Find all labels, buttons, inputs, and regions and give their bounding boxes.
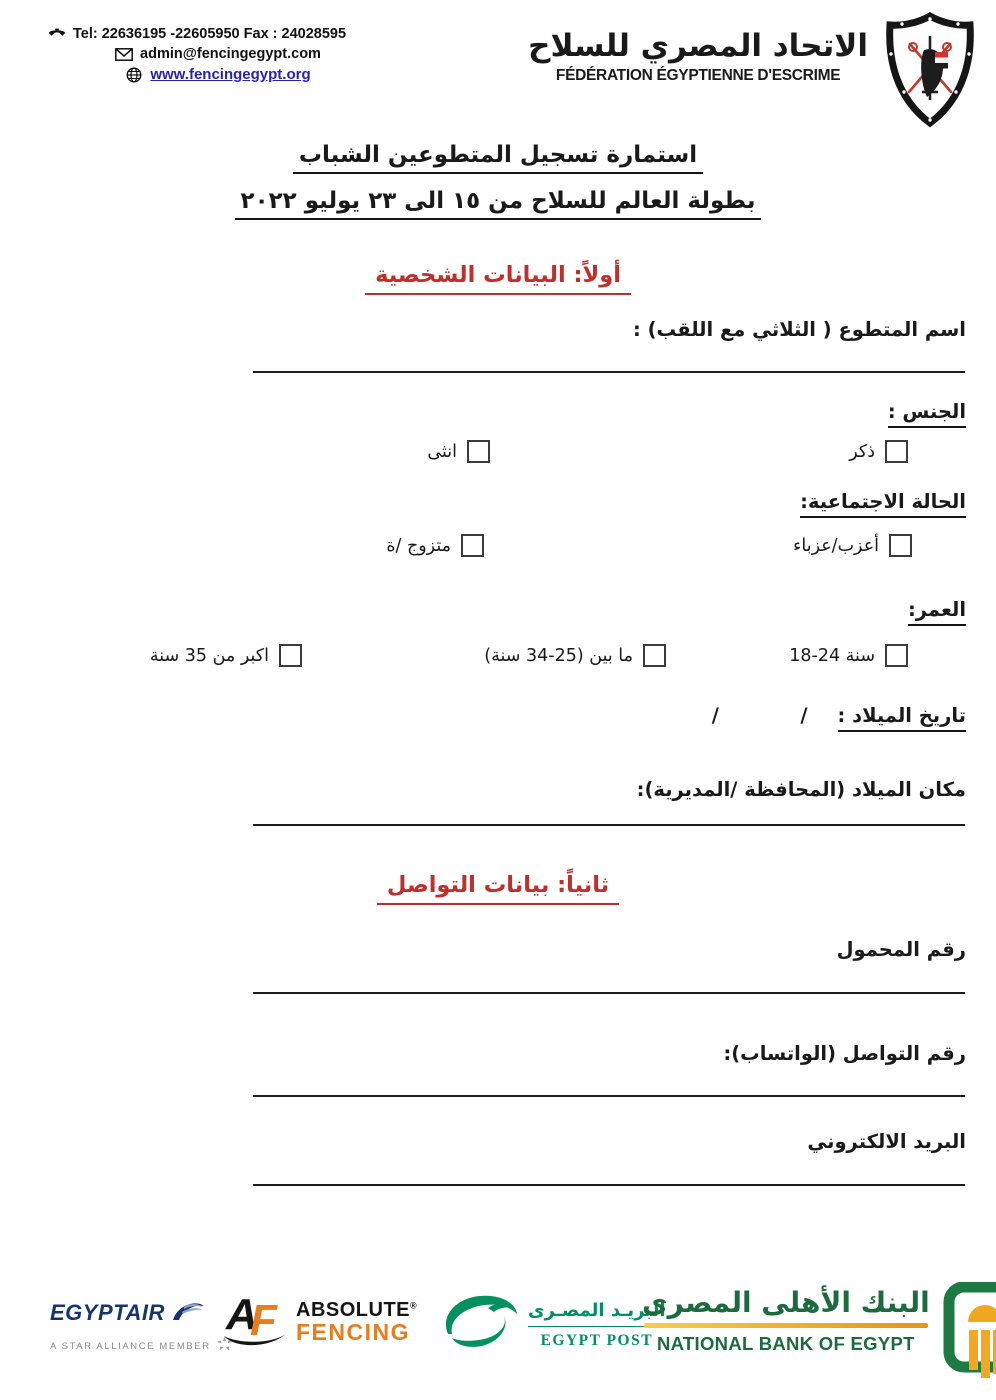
egyptair-bird-icon	[170, 1298, 206, 1328]
marital-married-label: متزوج /ة	[386, 535, 451, 556]
email-address: admin@fencingegypt.com	[140, 46, 321, 62]
egyptair-wordmark: EGYPTAIR	[50, 1300, 165, 1325]
marital-option-single	[793, 534, 912, 557]
birth-date-row	[712, 704, 966, 732]
email-write-line[interactable]	[253, 1184, 965, 1186]
volunteer-name-label: اسم المتطوع ( الثلاثي مع اللقب) :	[633, 318, 966, 341]
egyptair-logo	[50, 1298, 232, 1355]
whatsapp-number-write-line[interactable]	[253, 1095, 965, 1097]
nbe-wordmark: البنك الأهلى المصرى NATIONAL BANK OF EGYPT	[642, 1286, 930, 1354]
egypt-post-logo	[438, 1286, 666, 1364]
federation-name-french: FÉDÉRATION ÉGYPTIENNE D'ESCRIME	[555, 67, 841, 84]
section-personal-heading: أولاً: البيانات الشخصية	[0, 262, 996, 295]
whatsapp-number-label: رقم التواصل (الواتساب):	[723, 1042, 966, 1065]
absolute-fencing-wordmark: ABSOLUTE® FENCING	[296, 1298, 418, 1345]
marital-option-married	[386, 534, 484, 557]
mobile-number-write-line[interactable]	[253, 992, 965, 994]
age-18-24-label: سنة 24-18	[789, 645, 875, 666]
federation-names	[528, 12, 868, 85]
volunteer-name-write-line[interactable]	[253, 371, 965, 373]
age-18-24-checkbox[interactable]	[885, 644, 908, 667]
federation-shield-icon	[880, 12, 980, 128]
age-label: العمر:	[908, 598, 966, 621]
age-option-over-35	[150, 644, 302, 667]
gender-female-label: انثى	[427, 441, 457, 462]
website-row	[48, 66, 388, 83]
absolute-fencing-logo	[226, 1292, 417, 1352]
birth-date-label: تاريخ الميلاد :	[838, 704, 966, 732]
form-title-line2: بطولة العالم للسلاح من ١٥ الى ٢٣ يوليو ٢٠٢٢	[0, 188, 996, 220]
form-title-line1: استمارة تسجيل المتطوعين الشباب	[0, 142, 996, 174]
marital-single-checkbox[interactable]	[889, 534, 912, 557]
gender-male-checkbox[interactable]	[885, 440, 908, 463]
marital-status-label: الحالة الاجتماعية:	[800, 490, 966, 513]
gender-label: الجنس :	[888, 400, 966, 423]
birth-place-label: مكان الميلاد (المحافظة /المديرية):	[636, 778, 966, 801]
gender-female-checkbox[interactable]	[467, 440, 490, 463]
gender-option-male	[849, 440, 908, 463]
globe-icon	[125, 67, 143, 83]
email-label: البريد الالكتروني	[807, 1130, 966, 1153]
egypt-post-wordmark: البريـد المصـرى EGYPT POST	[528, 1300, 666, 1349]
birth-date-slashes[interactable]: / /	[711, 704, 808, 727]
age-over-35-label: اكبر من 35 سنة	[149, 645, 269, 666]
egypt-post-bird-icon	[438, 1286, 522, 1364]
age-option-18-24	[789, 644, 908, 667]
envelope-icon	[115, 46, 133, 62]
gender-option-female	[427, 440, 490, 463]
age-25-34-checkbox[interactable]	[643, 644, 666, 667]
age-over-35-checkbox[interactable]	[279, 644, 302, 667]
website-link[interactable]: www.fencingegypt.org	[150, 66, 311, 83]
marital-married-checkbox[interactable]	[461, 534, 484, 557]
nbe-emblem-icon	[942, 1282, 996, 1386]
marital-single-label: أعزب/عزباء	[793, 535, 879, 556]
mobile-number-label: رقم المحمول	[836, 938, 966, 961]
federation-logo-block	[528, 12, 980, 128]
age-25-34-label: ما بين (25-34 سنة)	[484, 645, 633, 666]
federation-name-arabic: الاتحاد المصري للسلاح	[528, 28, 868, 64]
star-alliance-text: A STAR ALLIANCE MEMBER	[50, 1340, 211, 1352]
phone-icon	[48, 26, 66, 42]
email-row	[48, 46, 388, 62]
gender-male-label: ذكر	[849, 441, 875, 462]
nbe-logo	[642, 1282, 996, 1386]
phone-numbers: Tel: 22636195 -22605950 Fax : 24028595	[73, 26, 347, 42]
contact-block	[48, 26, 388, 87]
section-contact-heading: ثانياً: بيانات التواصل	[0, 872, 996, 905]
nbe-gold-bar	[644, 1323, 928, 1328]
phone-row	[48, 26, 388, 42]
birth-place-write-line[interactable]	[253, 824, 965, 826]
absolute-fencing-monogram-icon: A F	[226, 1292, 288, 1352]
age-option-25-34	[484, 644, 666, 667]
